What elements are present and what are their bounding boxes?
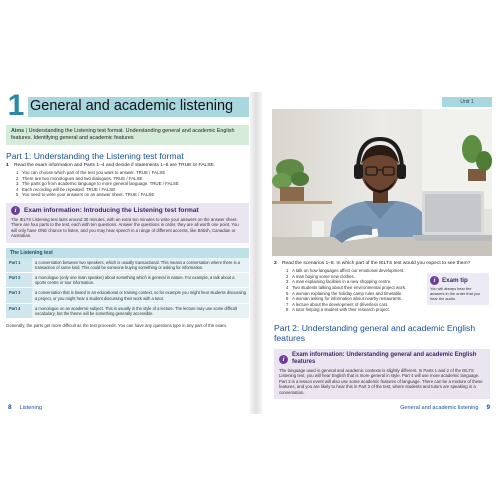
aims-box: Aims | Understanding the Listening test format. Understanding general and academic English features. Identifying general and academic features	[6, 125, 249, 145]
list-item: 6 A woman asking for information about nearby restaurants.	[286, 296, 403, 302]
table-row: Part 3 a conversation that is based in an educational or training context, so for example you might hear students discussing a project, or you might hear a student discussing their work with a tutor.	[6, 288, 249, 303]
note-text: Generally, the parts get more difficult as the test proceeds. You can have any questions type in any part of the exam.	[6, 323, 228, 329]
list-item: 7 A lecture about the development of driverless cars.	[286, 301, 389, 307]
listening-test-table	[6, 248, 249, 320]
unit-header	[6, 93, 249, 122]
info-icon: i	[430, 276, 439, 285]
right-page-number: 9	[486, 404, 490, 411]
left-footer	[8, 404, 42, 411]
left-page	[6, 93, 249, 413]
question-2-text: Read the scenarios 1–8. In which part of the IELTS test would you expect to see them?	[282, 261, 471, 266]
unit-tab: Unit 1	[442, 97, 492, 107]
left-footer-title: Listening	[19, 404, 42, 411]
list-item: 1 You can choose which part of the test you want to answer. TRUE / FALSE	[16, 170, 166, 176]
list-item: 5 A woman explaining the holiday camp rules and timetable.	[286, 290, 403, 296]
exam-tip-title: Exam tip	[442, 277, 468, 284]
part2-section	[274, 323, 489, 343]
exam-info-title: Exam information: Introducing the Listening test format	[24, 206, 199, 214]
list-item: 8 A tutor helping a student with their research project.	[286, 307, 390, 313]
aims-text: Understanding the Listening test format. Understanding general and academic English features. Identifying general and academic features	[11, 128, 235, 141]
exam-info-box	[6, 203, 249, 243]
list-item: 3 The parts go from academic language to more general language. TRUE / FALSE	[16, 181, 179, 187]
question-1	[6, 163, 249, 169]
list-item: 4 Two students talking about their environmental project work.	[286, 284, 407, 290]
exam-info-2-title: Exam information: Understanding general and academic English features	[292, 352, 477, 365]
question-1-text: Read the exam information and Parts 1–4 and decide if statements 1–5 are TRUE or FALSE.	[14, 163, 216, 168]
right-footer	[400, 404, 490, 411]
right-footer-title: General and academic listening	[400, 404, 479, 411]
list-item: 2 A man buying some new clothes.	[286, 273, 355, 279]
student-illustration	[272, 109, 492, 256]
unit-title: General and academic listening	[30, 98, 234, 114]
exam-info-text: The IELTS Listening test lasts around 30 minutes, with an extra ten minutes to write your answers on the answer sheet. There are four parts to the test, each with ten questions. Answer the questions in order, they are all worth one point. You will only have ONE chance to listen, and you may hear speech in a range of different accents, like British, Canadian or Australian.	[11, 216, 239, 239]
right-page	[264, 93, 492, 413]
book-gutter	[250, 92, 262, 414]
student-photo	[272, 109, 492, 256]
exam-info-box-2	[274, 349, 490, 399]
exam-tip-text: You will always hear the answers in the order that you hear the audio.	[430, 286, 481, 301]
list-item: 2 There are two monologues and two dialogues. TRUE / FALSE	[16, 175, 143, 181]
info-icon: i	[279, 355, 288, 364]
question-2-list	[286, 268, 426, 313]
aims-label: Aims	[11, 128, 25, 134]
table-row: Part 2 a monologue (only one main speaker) about something which is general in nature. For example, a talk about a sports centre or tour information.	[6, 272, 249, 287]
exam-tip-box	[427, 273, 489, 305]
question-2-number: 2	[274, 261, 277, 266]
exam-info-2-text: The language used in general and academic contexts is slightly different. In Parts 1 and 2 of the IELTS Listening test, you will hear English that is more general in style. Part 4 will use more academic language. Part 3 is a lesson event will also use some academic features of language. There can be a mixture of these features, and you are likely to hear this in Part 3 of the test, where students and tutors are speaking in a conversation.	[279, 368, 483, 395]
unit-number: 1	[7, 93, 25, 122]
left-page-number: 8	[8, 404, 12, 411]
info-icon: i	[11, 206, 20, 215]
question-1-number: 1	[6, 163, 9, 168]
list-item: 4 Each recording will be repeated. TRUE / FALSE	[16, 186, 116, 192]
table-header: The Listening test	[6, 248, 249, 258]
list-item: 3 A man explaining facilities in a new shopping centre.	[286, 279, 392, 285]
list-item: 1 A talk on how languages affect our emotional development.	[286, 268, 405, 274]
part2-title: Part 2: Understanding general and academic English features	[274, 323, 476, 343]
table-row: Part 1 a conversation between two speakers, which is usually transactional. This means a conversation where there is a transaction of some kind. This could be someone buying something or asking for information.	[6, 258, 249, 273]
part1-title: Part 1: Understanding the Listening test format	[6, 151, 184, 161]
list-item: 5 You need to write your answers on an answer sheet. TRUE / FALSE	[16, 192, 155, 198]
question-1-list	[16, 170, 249, 198]
table-row: Part 4 a monologue on an academic subject. This is usually in the style of a lecture. The lecture may use some difficult vocabulary, but the theme will be something generally accessible.	[6, 303, 249, 318]
